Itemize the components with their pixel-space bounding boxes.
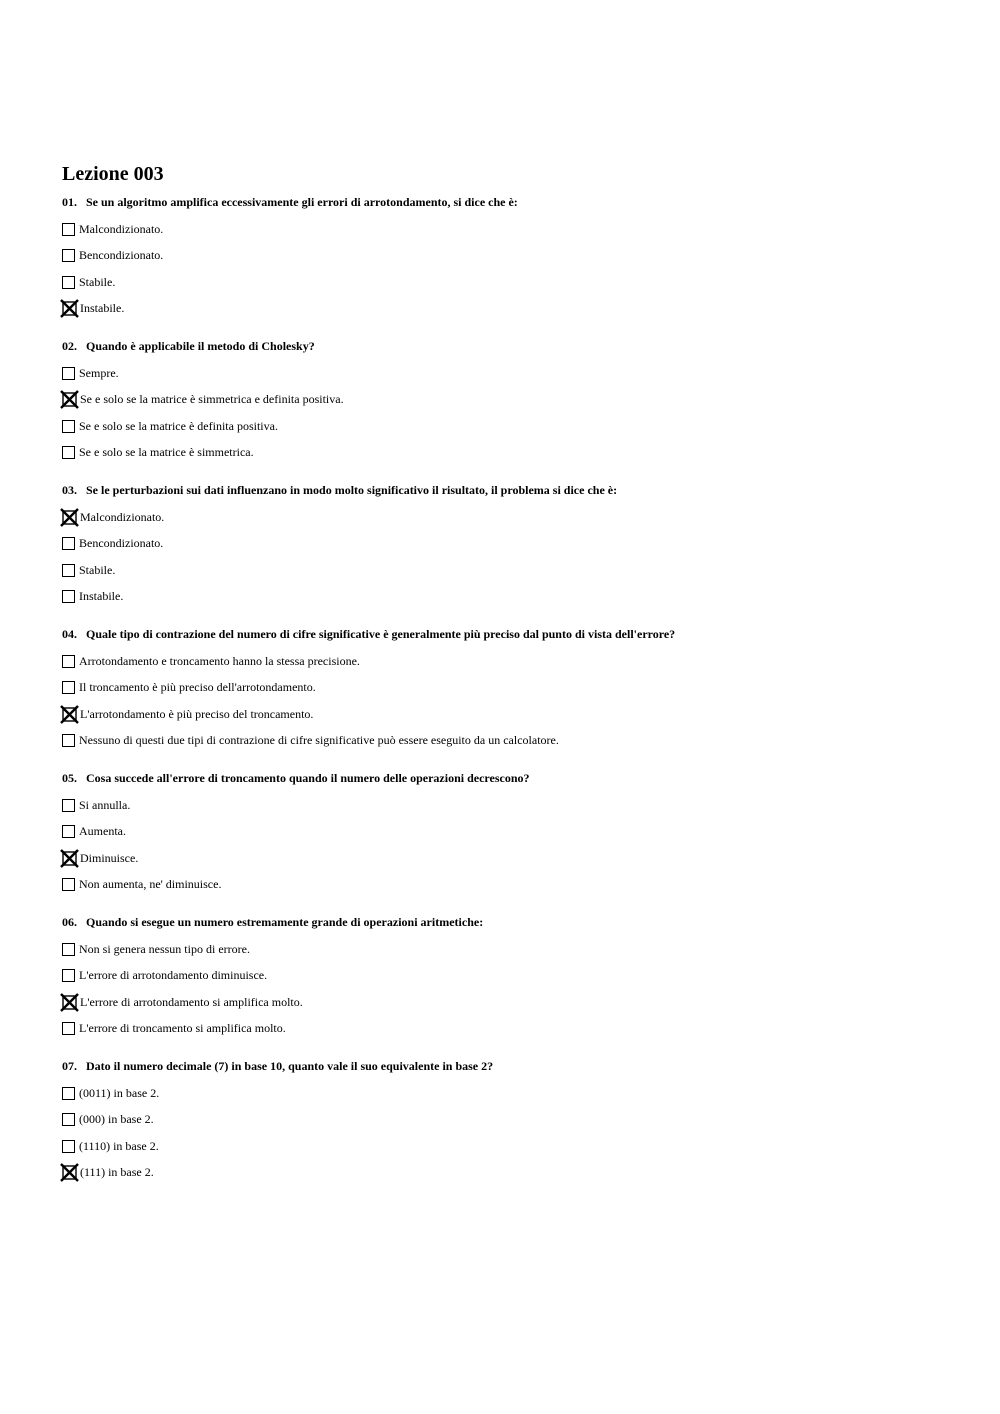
- answer-label: (111) in base 2.: [80, 1165, 154, 1180]
- answer-label: Instabile.: [80, 301, 125, 316]
- checkbox-icon[interactable]: [62, 223, 75, 236]
- question-block: [62, 770, 942, 898]
- answer-label: Diminuisce.: [80, 850, 139, 865]
- checkbox-icon[interactable]: [62, 681, 75, 694]
- question-prompt: Dato il numero decimale (7) in base 10, quanto vale il suo equivalente in base 2?: [86, 1059, 494, 1073]
- answer-option[interactable]: [62, 648, 942, 675]
- answer-label: Malcondizionato.: [80, 509, 165, 524]
- question-text: [62, 626, 942, 642]
- checked-checkbox-icon[interactable]: [60, 390, 79, 409]
- question-block: [62, 914, 942, 1042]
- answer-option[interactable]: [62, 989, 942, 1016]
- answer-label: Il troncamento è più preciso dell'arrotondamento.: [79, 680, 316, 695]
- checkbox-icon[interactable]: [62, 943, 75, 956]
- answer-option[interactable]: [62, 216, 942, 243]
- checked-checkbox-icon[interactable]: [60, 849, 79, 868]
- question-text: [62, 194, 942, 210]
- answer-option[interactable]: [62, 1133, 942, 1160]
- question-number: 03.: [62, 483, 77, 497]
- answer-option[interactable]: [62, 1107, 942, 1134]
- answer-option[interactable]: [62, 1016, 942, 1043]
- answer-option[interactable]: [62, 819, 942, 846]
- answer-option[interactable]: [62, 728, 942, 755]
- answer-label: L'errore di arrotondamento si amplifica molto.: [80, 994, 303, 1009]
- answer-label: (1110) in base 2.: [79, 1138, 159, 1153]
- question-text: [62, 482, 942, 498]
- answer-label: Instabile.: [79, 589, 124, 604]
- question-number: 04.: [62, 627, 77, 641]
- answer-option[interactable]: [62, 440, 942, 467]
- question-number: 05.: [62, 771, 77, 785]
- answer-option[interactable]: [62, 675, 942, 702]
- checkbox-icon[interactable]: [62, 446, 75, 459]
- answer-option[interactable]: [62, 360, 942, 387]
- checkbox-icon[interactable]: [62, 537, 75, 550]
- checkbox-icon[interactable]: [62, 878, 75, 891]
- checkbox-icon[interactable]: [62, 420, 75, 433]
- answer-label: (0011) in base 2.: [79, 1085, 160, 1100]
- answer-label: Se e solo se la matrice è simmetrica.: [79, 445, 254, 460]
- checkbox-icon[interactable]: [62, 1113, 75, 1126]
- answer-option[interactable]: [62, 1080, 942, 1107]
- question-prompt: Quale tipo di contrazione del numero di cifre significative è generalmente più preciso dal punto di vista dell'errore?: [86, 627, 676, 641]
- question-text: [62, 914, 942, 930]
- answer-option[interactable]: [62, 792, 942, 819]
- answer-label: Aumenta.: [79, 824, 126, 839]
- answer-option[interactable]: [62, 701, 942, 728]
- answer-option[interactable]: [62, 963, 942, 990]
- document-page: [62, 162, 942, 1202]
- question-block: [62, 626, 942, 754]
- question-list: [62, 194, 942, 1186]
- question-text: [62, 338, 942, 354]
- answer-option[interactable]: [62, 584, 942, 611]
- answer-option[interactable]: [62, 531, 942, 558]
- checkbox-icon[interactable]: [62, 655, 75, 668]
- answer-option[interactable]: [62, 243, 942, 270]
- question-prompt: Se un algoritmo amplifica eccessivamente gli errori di arrotondamento, si dice che è:: [86, 195, 518, 209]
- answer-label: Nessuno di questi due tipi di contrazione di cifre significative può essere eseguito da un calcolatore.: [79, 733, 559, 748]
- answer-option[interactable]: [62, 413, 942, 440]
- checked-checkbox-icon[interactable]: [60, 508, 79, 527]
- question-prompt: Cosa succede all'errore di troncamento quando il numero delle operazioni decrescono?: [86, 771, 530, 785]
- lesson-title: Lezione 003: [62, 163, 164, 185]
- answer-option[interactable]: [62, 845, 942, 872]
- question-prompt: Quando è applicabile il metodo di Cholesky?: [86, 339, 315, 353]
- question-block: [62, 482, 942, 610]
- question-number: 02.: [62, 339, 77, 353]
- checked-checkbox-icon[interactable]: [60, 705, 79, 724]
- checkbox-icon[interactable]: [62, 276, 75, 289]
- answer-label: Se e solo se la matrice è simmetrica e definita positiva.: [80, 392, 344, 407]
- answer-label: Bencondizionato.: [79, 248, 164, 263]
- question-number: 07.: [62, 1059, 77, 1073]
- answer-label: Stabile.: [79, 274, 116, 289]
- answer-label: (000) in base 2.: [79, 1112, 154, 1127]
- question-number: 06.: [62, 915, 77, 929]
- checked-checkbox-icon[interactable]: [60, 1163, 79, 1182]
- answer-label: Arrotondamento e troncamento hanno la stessa precisione.: [79, 653, 360, 668]
- answer-label: Non aumenta, ne' diminuisce.: [79, 877, 222, 892]
- answer-option[interactable]: [62, 504, 942, 531]
- checkbox-icon[interactable]: [62, 249, 75, 262]
- answer-label: Sempre.: [79, 365, 119, 380]
- answer-label: Stabile.: [79, 562, 116, 577]
- answer-option[interactable]: [62, 936, 942, 963]
- checked-checkbox-icon[interactable]: [60, 299, 79, 318]
- checkbox-icon[interactable]: [62, 564, 75, 577]
- checked-checkbox-icon[interactable]: [60, 993, 79, 1012]
- question-prompt: Quando si esegue un numero estremamente grande di operazioni aritmetiche:: [86, 915, 484, 929]
- answer-label: L'errore di arrotondamento diminuisce.: [79, 968, 268, 983]
- answer-option[interactable]: [62, 269, 942, 296]
- checkbox-icon[interactable]: [62, 969, 75, 982]
- checkbox-icon[interactable]: [62, 367, 75, 380]
- answer-label: L'errore di troncamento si amplifica molto.: [79, 1021, 286, 1036]
- checkbox-icon[interactable]: [62, 825, 75, 838]
- question-number: 01.: [62, 195, 77, 209]
- answer-label: Non si genera nessun tipo di errore.: [79, 941, 250, 956]
- question-text: [62, 770, 942, 786]
- checkbox-icon[interactable]: [62, 799, 75, 812]
- question-prompt: Se le perturbazioni sui dati influenzano in modo molto significativo il risultato, il problema si dice che è:: [86, 483, 618, 497]
- checkbox-icon[interactable]: [62, 734, 75, 747]
- checkbox-icon[interactable]: [62, 1140, 75, 1153]
- answer-label: Malcondizionato.: [79, 221, 164, 236]
- checkbox-icon[interactable]: [62, 1022, 75, 1035]
- answer-option[interactable]: [62, 872, 942, 899]
- answer-option[interactable]: [62, 296, 942, 323]
- answer-option[interactable]: [62, 387, 942, 414]
- answer-option[interactable]: [62, 1160, 942, 1187]
- answer-label: Bencondizionato.: [79, 536, 164, 551]
- checkbox-icon[interactable]: [62, 590, 75, 603]
- checkbox-icon[interactable]: [62, 1087, 75, 1100]
- question-block: [62, 194, 942, 322]
- answer-label: Se e solo se la matrice è definita positiva.: [79, 418, 278, 433]
- question-text: [62, 1058, 942, 1074]
- answer-label: L'arrotondamento è più preciso del troncamento.: [80, 706, 314, 721]
- question-block: [62, 338, 942, 466]
- question-block: [62, 1058, 942, 1186]
- answer-label: Si annulla.: [79, 797, 131, 812]
- answer-option[interactable]: [62, 557, 942, 584]
